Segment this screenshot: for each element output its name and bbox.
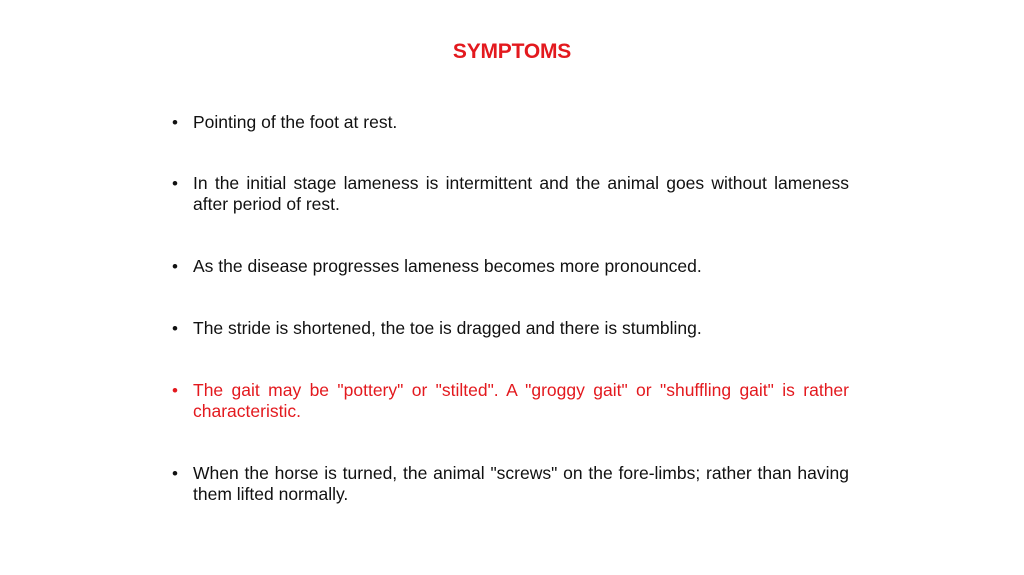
bullet-text: Pointing of the foot at rest. (193, 112, 398, 132)
bullet-item (172, 463, 849, 505)
bullet-item-highlighted (172, 380, 849, 422)
bullet-text: When the horse is turned, the animal "screws" on the fore-limbs; rather than having them lifted normally. (193, 463, 849, 504)
bullet-text: The stride is shortened, the toe is dragged and there is stumbling. (193, 318, 702, 338)
bullet-dot-icon: • (172, 113, 178, 132)
bullet-item (172, 112, 849, 133)
bullet-item (172, 256, 849, 277)
bullet-dot-icon: • (172, 464, 178, 483)
bullet-dot-icon: • (172, 381, 178, 400)
bullet-text: As the disease progresses lameness becomes more pronounced. (193, 256, 702, 276)
bullet-text: The gait may be "pottery" or "stilted". A "groggy gait" or "shuffling gait" is rather characteristic. (193, 380, 849, 421)
bullet-item (172, 173, 849, 215)
bullet-text: In the initial stage lameness is intermittent and the animal goes without lameness after period of rest. (193, 173, 849, 214)
bullet-dot-icon: • (172, 257, 178, 276)
bullet-dot-icon: • (172, 174, 178, 193)
bullet-item (172, 318, 849, 339)
slide-title: SYMPTOMS (452, 40, 572, 63)
bullet-dot-icon: • (172, 319, 178, 338)
